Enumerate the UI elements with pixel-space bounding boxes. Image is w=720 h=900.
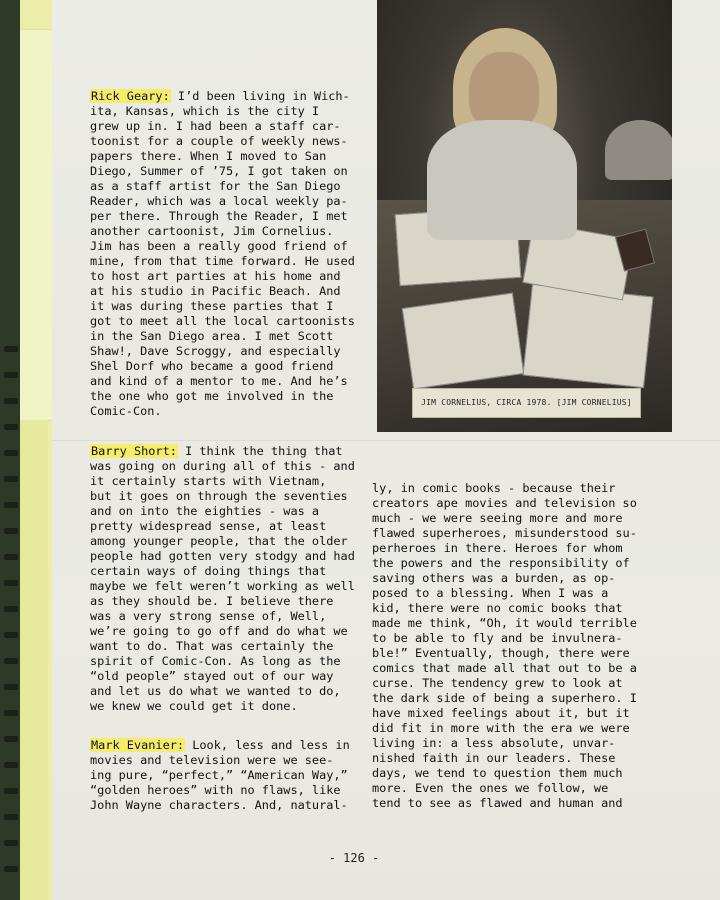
text-line: comics that made all that out to be a [372,661,637,675]
text-line: we’re going to go off and do what we [90,624,348,638]
text-line: it was during these parties that I [90,299,334,313]
binder-ring [4,658,18,664]
text-line: Jim has been a really good friend of [90,239,348,253]
paper-fold-line [52,440,720,441]
text-line: people had gotten very stodgy and had [90,549,355,563]
speaker-name-highlight: Mark Evanier: [91,738,185,752]
text-line: did fit in more with the era we were [372,721,630,735]
binder-ring [4,840,18,846]
text-line: we knew we could get it done. [90,699,298,713]
text-line: want to do. That was certainly the [90,639,334,653]
binder-ring [4,788,18,794]
interview-paragraph [90,738,352,813]
text-line: Shel Dorf who became a good friend [90,359,334,373]
binder-ring [4,710,18,716]
binder-ring [4,528,18,534]
text-line: have mixed feelings about it, but it [372,706,630,720]
interview-block-rick-geary [90,89,355,419]
text-line: got to meet all the local cartoonists [90,314,355,328]
text-line: movies and television were we see- [90,753,334,767]
text-line: in the San Diego area. I met Scott [90,329,334,343]
text-line: grew up in. I had been a staff car- [90,119,341,133]
folder-tab-strip [20,0,56,900]
text-line: toonist for a couple of weekly news- [90,134,348,148]
text-line: and let us do what we wanted to do, [90,684,341,698]
text-line: much - we were seeing more and more [372,511,623,525]
text-line: papers there. When I moved to San [90,149,327,163]
text-line: Mark Evanier: Look, less and less in [91,738,350,752]
text-line: Diego, Summer of ’75, I got taken on [90,164,348,178]
text-line: “old people” stayed out of our way [90,669,334,683]
binder-ring [4,476,18,482]
text-line: maybe we felt weren’t working as well [90,579,355,593]
text-line: creators ape movies and television so [372,496,637,510]
text-line: Shaw!, Dave Scroggy, and especially [90,344,341,358]
interview-paragraph [90,89,355,419]
binder-ring [4,502,18,508]
text-line: ing pure, “perfect,” “American Way,” [90,768,348,782]
text-line: as a staff artist for the San Diego [90,179,341,193]
text-line: pretty widespread sense, at least [90,519,327,533]
text-line: saving others was a burden, as op- [372,571,616,585]
interview-block-continuation [372,481,640,811]
photo-artwork-page [402,293,524,390]
binder-ring [4,736,18,742]
text-line: certain ways of doing things that [90,564,327,578]
photo-caption: JIM CORNELIUS, CIRCA 1978. [JIM CORNELIUS] [412,388,641,418]
binder-ring [4,398,18,404]
photo-lamp [605,120,672,180]
text-line: ble!” Eventually, though, there were [372,646,630,660]
text-line: the one who got me involved in the [90,389,334,403]
interview-block-mark-evanier [90,738,352,813]
text-line: days, we tend to question them much [372,766,623,780]
text-line: but it goes on through the seventies [90,489,348,503]
binder-ring [4,632,18,638]
binder-ring [4,372,18,378]
binder-ring [4,814,18,820]
text-line: spirit of Comic-Con. As long as the [90,654,341,668]
text-line: posed to a blessing. When I was a [372,586,609,600]
text-line: “golden heroes” with no flaws, like [90,783,341,797]
page-number: - 126 - [328,851,380,865]
text-line: made me think, “Oh, it would terrible [372,616,637,630]
text-line: flawed superheroes, misunderstood su- [372,526,637,540]
text-line: the dark side of being a superhero. I [372,691,637,705]
text-line: the powers and the responsibility of [372,556,630,570]
text-line: was going on during all of this - and [90,459,355,473]
text-line: at his studio in Pacific Beach. And [90,284,341,298]
binder-ring [4,424,18,430]
text-line: living in: a less absolute, unvar- [372,736,616,750]
text-line: Barry Short: I think the thing that [91,444,343,458]
binder-ring [4,684,18,690]
text-line: ly, in comic books - because their [372,481,616,495]
text-line: was a very strong sense of, Well, [90,609,327,623]
text-line: to host art parties at his home and [90,269,341,283]
text-line: as they should be. I believe there [90,594,334,608]
folder-tab-lower [20,420,48,900]
speaker-name-highlight: Barry Short: [91,444,177,458]
text-line: Comic-Con. [90,404,162,418]
interview-paragraph [372,481,640,811]
photo-jim-cornelius [377,0,672,432]
binder-ring [4,866,18,872]
binder-ring [4,762,18,768]
text-line: Reader, which was a local weekly pa- [90,194,348,208]
text-line: tend to see as flawed and human and [372,796,623,810]
text-line: among younger people, that the older [90,534,348,548]
speaker-name-highlight: Rick Geary: [91,89,170,103]
text-line: mine, from that time forward. He used [90,254,355,268]
text-line: it certainly starts with Vietnam, [90,474,327,488]
text-line: perheroes in there. Heroes for whom [372,541,623,555]
text-line: kid, there were no comic books that [372,601,623,615]
text-line: nished faith in our leaders. These [372,751,616,765]
text-line: another cartoonist, Jim Cornelius. [90,224,334,238]
text-line: to be able to fly and be invulnera- [372,631,623,645]
interview-paragraph [90,444,356,714]
text-line: ita, Kansas, which is the city I [90,104,320,118]
text-line: per there. Through the Reader, I met [90,209,348,223]
binder-ring [4,346,18,352]
photo-artwork-page [523,284,654,388]
binder-ring [4,554,18,560]
binder-ring [4,580,18,586]
binder-ring [4,606,18,612]
text-line: curse. The tendency grew to look at [372,676,623,690]
photo-person-shirt [427,120,577,240]
text-line: Rick Geary: I’d been living in Wich- [91,89,350,103]
text-line: more. Even the ones we follow, we [372,781,609,795]
text-line: and on into the eighties - was a [90,504,320,518]
text-line: John Wayne characters. And, natural- [90,798,348,812]
text-line: and kind of a mentor to me. And he’s [90,374,348,388]
binder-ring [4,450,18,456]
interview-block-barry-short [90,444,356,714]
